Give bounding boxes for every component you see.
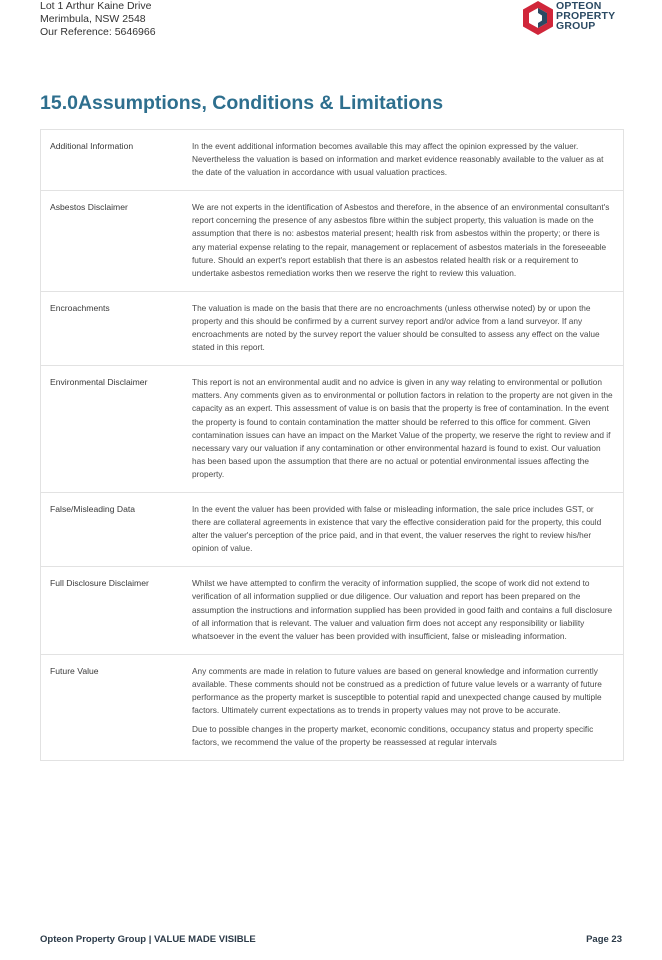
table-row: [41, 655, 623, 761]
row-label: Asbestos Disclaimer: [50, 202, 128, 213]
table-row: [41, 130, 623, 191]
section-title: [40, 92, 443, 115]
logo-word: OPTEON: [556, 0, 602, 12]
row-text: [192, 376, 623, 481]
row-label: Environmental Disclaimer: [50, 377, 148, 388]
footer-brand: Opteon Property Group | VALUE MADE VISIBLE: [40, 934, 256, 945]
section-number: 15.0: [40, 92, 78, 114]
address-line: Lot 1 Arthur Kaine Drive: [40, 0, 152, 12]
row-text: [192, 302, 623, 354]
row-paragraph: Any comments are made in relation to future values are based on general knowledge and information currently available. These comments should not be construed as a prediction of future value levels or a warranty of future performance as the property market is susceptible to potential rapid and unexpected change caused by multiple factors. Ultimately current expectations as to trends in property values may not prove to be accurate.: [192, 665, 602, 716]
row-paragraph: This report is not an environmental audit and no advice is given in any way relating to environmental or pollution matters. Any comments given as to environmental or pollution factors in relation to the property are not given in the capacity as an expert. This assessment of value is on basis that the property is free of contamination. In the event the property is found to contain contamination the matter should be referred to this office for comment. Given contamination issues can have an impact on the Market Value of the property, we reserve the right to review and if necessary vary our valuation if any contamination or other environmental hazard is found to exist. Our valuation has been based upon the assumption that there are no actual or potential environmental issues affecting the property.: [192, 377, 613, 479]
logo-word: PROPERTY: [556, 10, 616, 22]
table-row: [41, 191, 623, 292]
table-row: [41, 493, 623, 567]
assumptions-table: [40, 129, 624, 761]
logo-wordmark: [556, 1, 615, 31]
row-paragraph: In the event additional information becomes available this may affect the opinion expressed by the valuer. Nevertheless the valuation is based on information and market evidence reasonably available to the valuer as at the date of the valuation in accordance with usual valuation practices.: [192, 141, 604, 178]
address-line: Merimbula, NSW 2548: [40, 13, 146, 25]
row-text: [192, 140, 623, 179]
table-row: [41, 366, 623, 493]
row-paragraph: In the event the valuer has been provided with false or misleading information, the sale price includes GST, or there are collateral agreements in existence that vary the effective consideration paid for the property, this could alter the valuer's perception of the price paid, and in that event, the valuer reserves the right to review his/her opinion of value.: [192, 503, 602, 554]
row-text: [192, 503, 623, 555]
table-row: [41, 292, 623, 366]
address-block: [40, 0, 156, 39]
row-label: Additional Information: [50, 141, 134, 151]
row-paragraph: We are not experts in the identification of Asbestos and therefore, in the absence of an environmental consultant's report concerning the presence of any asbestos fibre within the subject property, this valuation is made on the assumption that there is no: asbestos material present; health risk from asbestos within the property; or there is any material expense relating to the repair, management or replacement of asbestos materials in the foreseeable future. Should an expert's report establish that there is an asbestos related health risk or a requirement to undertake asbestos remediation works then we reserve the right to review this valuation.: [192, 202, 610, 278]
row-paragraph: The valuation is made on the basis that there are no encroachments (unless otherwise noted) by or upon the property and this should be confirmed by a current survey report and/or advice from a land surveyor. If any encroachments are noted by the survey report the valuer should be consulted to assess any effect on the value stated in this report.: [192, 302, 600, 353]
row-paragraph: Due to possible changes in the property market, economic conditions, occupancy status and property specific factors, we recommend the value of the property be reassessed at regular intervals: [192, 724, 594, 748]
page-number: Page 23: [586, 934, 622, 945]
row-label: Future Value: [50, 665, 99, 676]
row-text: [192, 201, 623, 280]
row-label: Encroachments: [50, 302, 110, 313]
row-paragraph: Whilst we have attempted to confirm the veracity of information supplied, the scope of work did not extend to verification of all information supplied or due diligence. Our valuation and report has been prepared on the assumption the instructions and information supplied has been provided in good faith and contains a full disclosure of all information that is relevant. The valuer and valuation firm does not accept any responsibility or liability whatsoever in the event the valuer has been provided with insufficient, false or misleading information.: [192, 578, 613, 641]
row-label: Full Disclosure Disclaimer: [50, 578, 149, 589]
row-text: [192, 577, 623, 642]
reference-line: Our Reference: 5646966: [40, 26, 156, 38]
table-row: [41, 567, 623, 654]
logo-word: GROUP: [556, 20, 596, 32]
row-text: [192, 665, 623, 750]
row-label: False/Misleading Data: [50, 503, 136, 514]
section-title-text: Assumptions, Conditions & Limitations: [77, 92, 444, 114]
